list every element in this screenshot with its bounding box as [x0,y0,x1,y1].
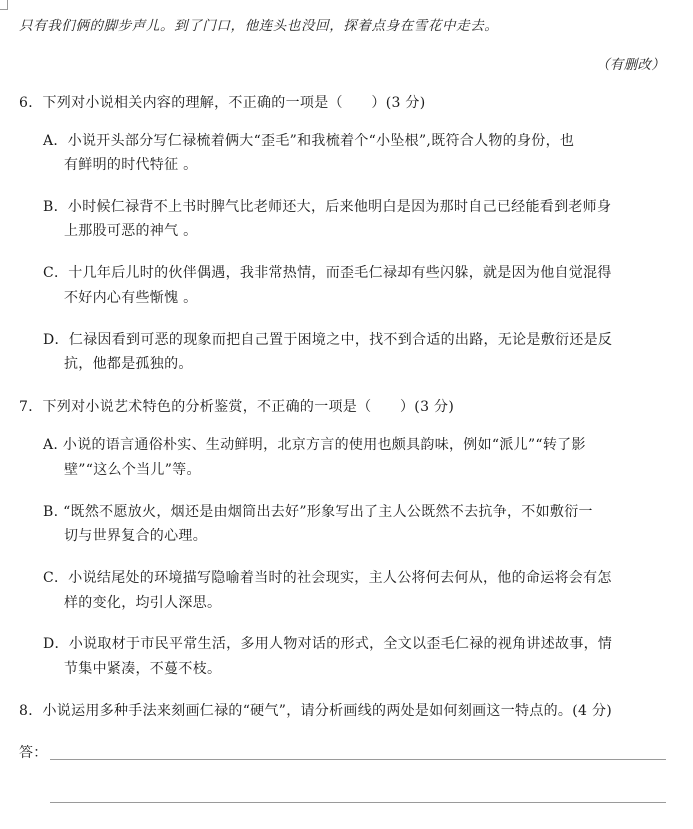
question-6-stem: 6．下列对小说相关内容的理解，不正确的一项是（ ）(3 分) [19,95,426,111]
q6-option-d-line2: 抗，他都是孤独的。 [64,356,193,372]
q7-option-b-line2: 切与世界复合的心理。 [64,528,207,544]
q6-option-b-line2: 上那股可恶的神气 。 [64,223,198,239]
q7-option-b-line1: B. “既然不愿放火，烟还是由烟筒出去好”形象写出了主人公既然不去抗争，不如敷衍一 [43,504,593,520]
q7-option-a-line1: A. 小说的语言通俗朴实、生动鲜明，北京方言的使用也颇具韵味，例如“派儿”“转了影 [43,437,586,453]
question-8-stem: 8．小说运用多种手法来刻画仁禄的“硬气”，请分析画线的两处是如何刻画这一特点的。(4 分) [19,703,613,719]
page-corner-mark [0,0,8,10]
q6-option-a-line1: A．小说开头部分写仁禄梳着俩大“歪毛”和我梳着个“小坠根”,既符合人物的身份，也 [43,133,575,149]
q6-option-a-line2: 有鲜明的时代特征 。 [64,157,198,173]
answer-label: 答： [19,745,48,761]
q6-option-b-line1: B．小时候仁禄背不上书时脾气比老师还大，后来他明白是因为那时自己已经能看到老师身 [43,199,612,215]
answer-line-2[interactable] [50,802,666,803]
q7-option-d-line2: 节集中紧凑，不蔓不枝。 [64,661,222,677]
q7-option-c-line1: C．小说结尾处的环境描写隐喻着当时的社会现实，主人公将何去何从，他的命运将会有怎 [43,570,612,586]
story-tail-text: 只有我们俩的脚步声儿。到了门口，他连头也没回，探着点身在雪花中走去。 [19,18,499,34]
question-7-stem: 7．下列对小说艺术特色的分析鉴赏，不正确的一项是（ ）(3 分) [19,399,455,415]
q6-option-c-line2: 不好内心有些惭愧 。 [64,290,198,306]
q7-option-c-line2: 样的变化，均引人深思。 [64,595,222,611]
q7-option-d-line1: D．小说取材于市民平常生活，多用人物对话的形式，全文以歪毛仁禄的视角讲述故事，情 [43,636,613,652]
answer-line-1[interactable] [50,759,666,760]
q6-option-d-line1: D．仁禄因看到可恶的现象而把自己置于困境之中，找不到合适的出路，无论是敷衍还是反 [43,332,613,348]
q7-option-a-line2: 壁”“这么个当儿”等。 [64,462,201,478]
edit-note: （有删改） [596,57,665,73]
q6-option-c-line1: C．十几年后儿时的伙伴偶遇，我非常热情，而歪毛仁禄却有些闪躲，就是因为他自觉混得 [43,265,612,281]
